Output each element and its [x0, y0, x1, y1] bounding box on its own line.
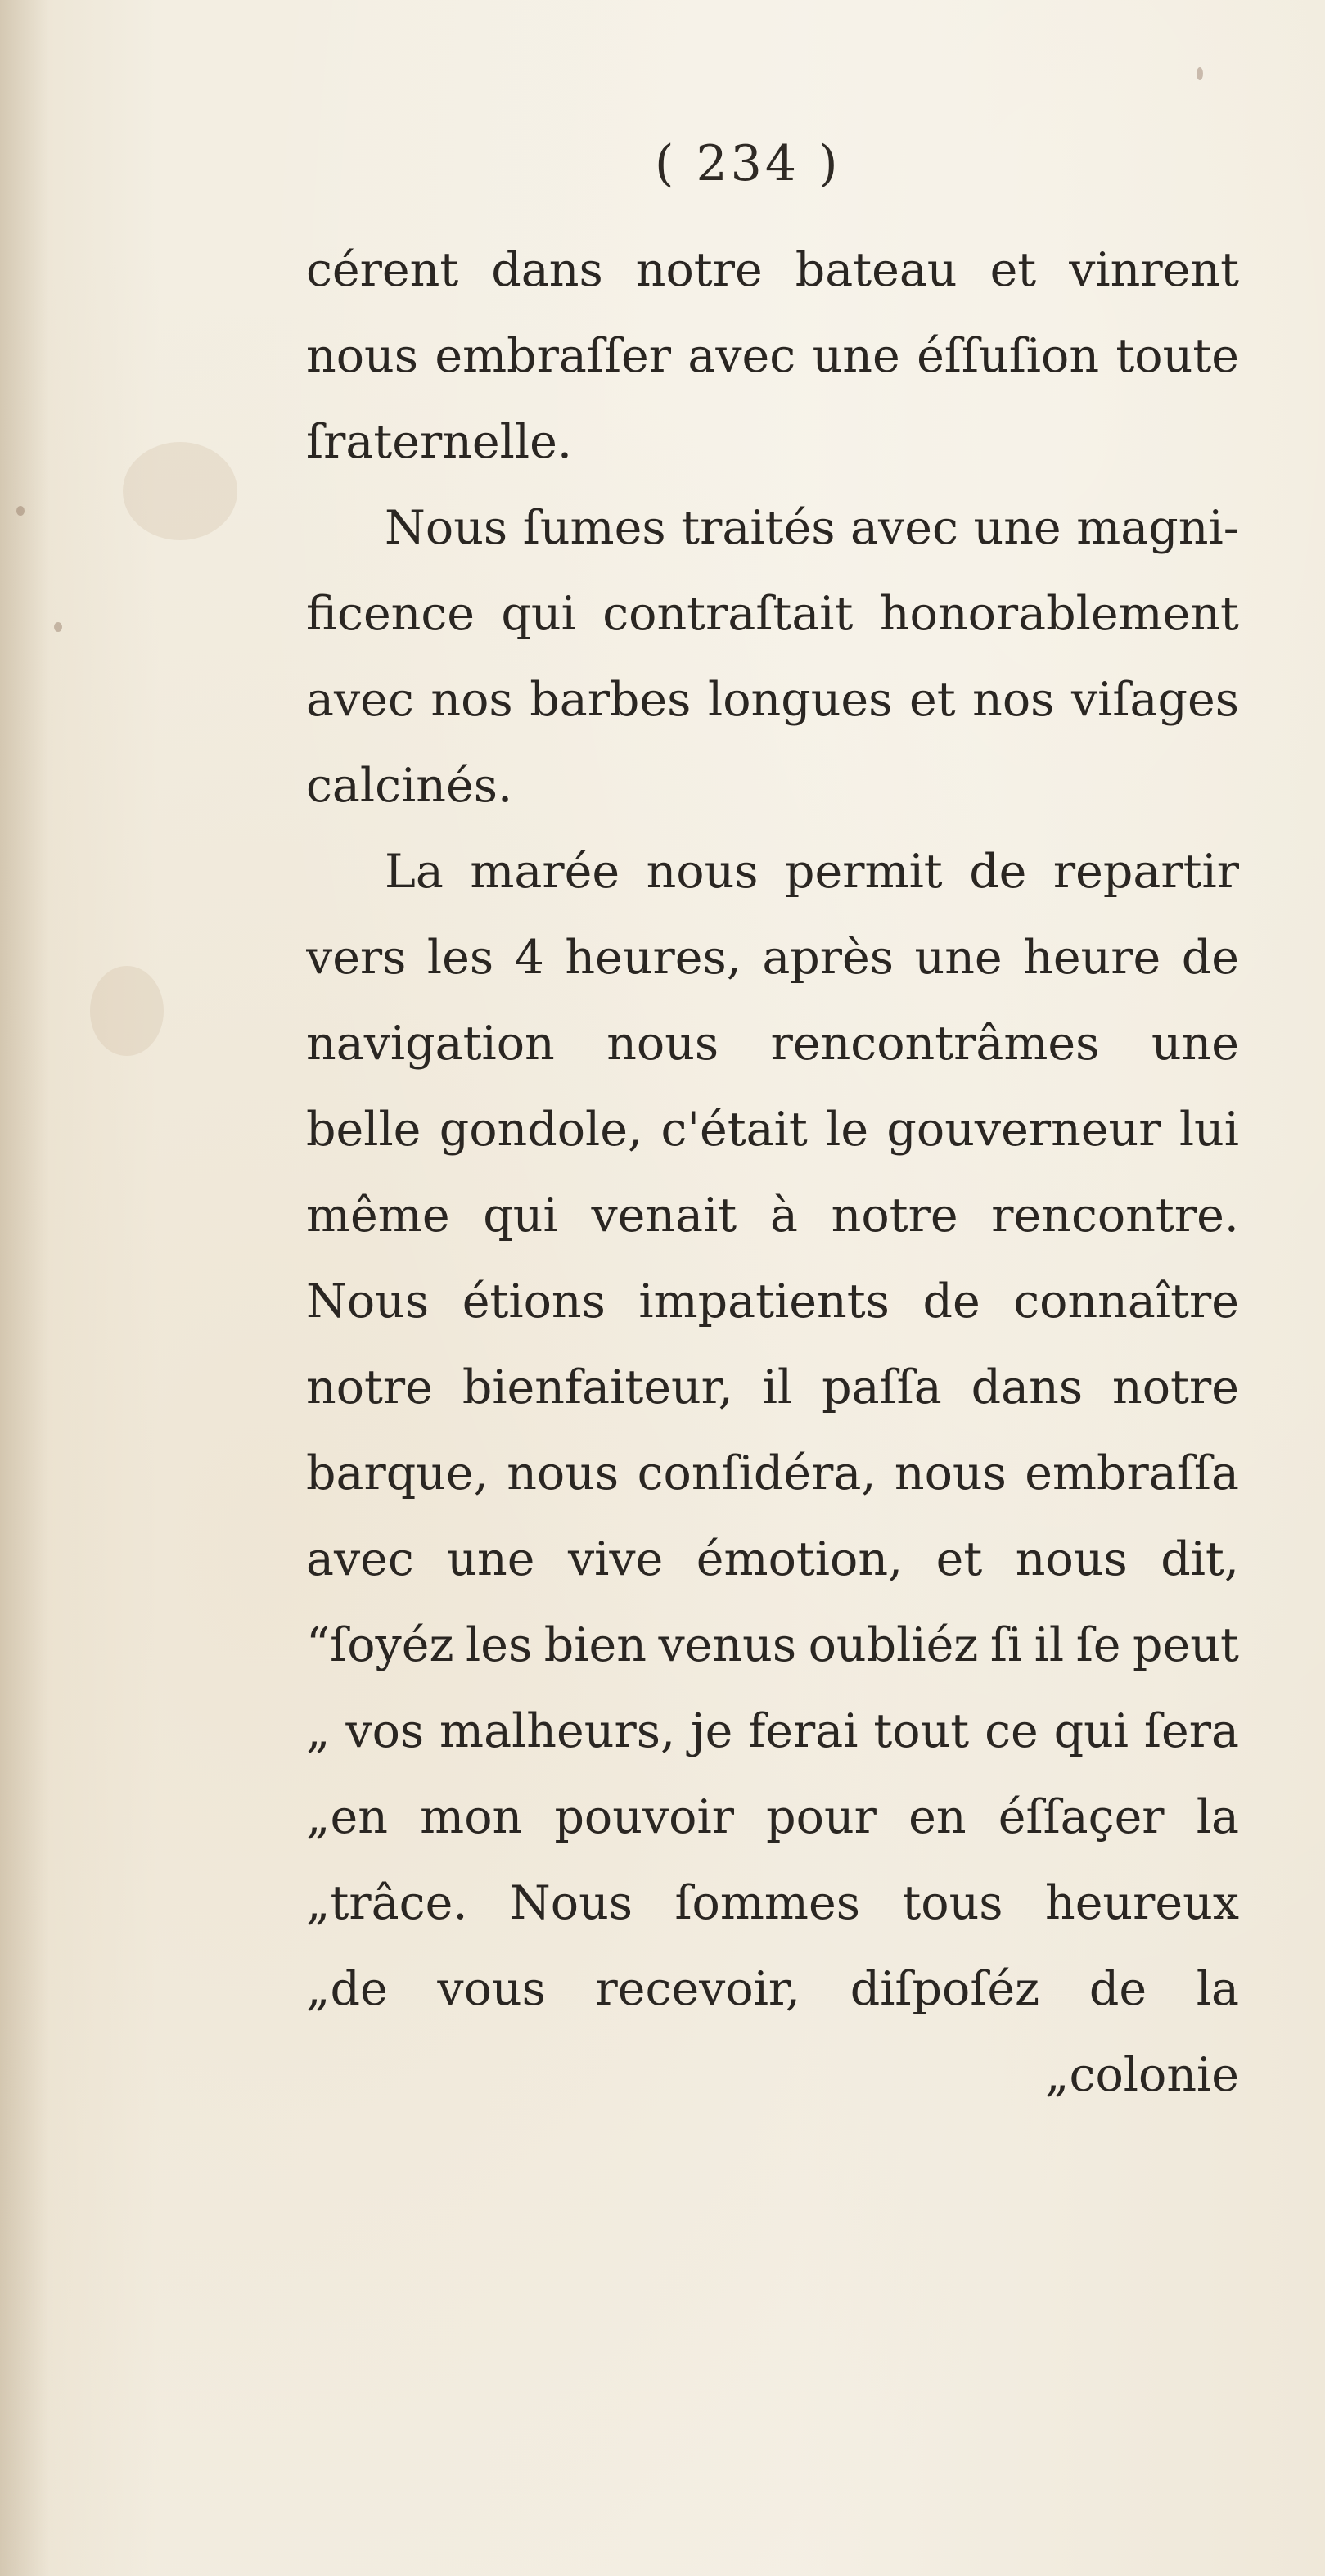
word: peut: [1133, 1618, 1239, 1672]
word: nous: [894, 1446, 1007, 1500]
text-line: [306, 485, 1239, 571]
word: venus: [658, 1618, 797, 1672]
word: longues: [707, 673, 893, 727]
word: ſommes: [674, 1876, 860, 1930]
word: Nous: [509, 1876, 633, 1930]
word: le: [826, 1103, 869, 1157]
word: les: [426, 931, 494, 985]
text-line: [306, 1345, 1239, 1431]
word: il: [762, 1360, 793, 1414]
word: ſera: [1143, 1704, 1239, 1758]
word: vous: [437, 1962, 546, 2016]
word: dans: [971, 1360, 1084, 1414]
word: tous: [902, 1876, 1003, 1930]
word: notre: [831, 1189, 958, 1243]
catchword-text: „colonie: [1045, 2048, 1239, 2102]
text-line: [306, 314, 1239, 399]
word: notre: [635, 243, 763, 297]
word: les: [466, 1618, 533, 1672]
word: heures,: [565, 931, 741, 985]
word: mon: [420, 1790, 523, 1844]
word: après: [762, 931, 895, 985]
text-line: [306, 743, 1239, 829]
word: connaître: [1013, 1274, 1239, 1329]
word: éſſaçer: [998, 1790, 1165, 1844]
ink-speck: [54, 622, 62, 632]
word: en: [908, 1790, 967, 1844]
text-line: [306, 1173, 1239, 1259]
word: heure: [1023, 931, 1161, 985]
word: heureux: [1044, 1876, 1239, 1930]
word: ficence: [306, 587, 475, 641]
word: éſſuſion: [917, 329, 1100, 383]
word: Nous: [385, 501, 508, 555]
word: bienfaiteur,: [462, 1360, 733, 1414]
word: embraſſa: [1025, 1446, 1239, 1500]
word: de: [969, 845, 1027, 899]
text-line-content: ſraternelle.: [306, 415, 572, 469]
word: de: [1181, 931, 1239, 985]
text-line: [306, 1431, 1239, 1517]
word: une: [447, 1532, 535, 1586]
word: gouverneur: [886, 1103, 1161, 1157]
word: ſe: [1075, 1618, 1121, 1672]
word: ce: [985, 1704, 1039, 1758]
word: nous: [507, 1446, 620, 1500]
text-line: [306, 399, 1239, 485]
word: avec: [687, 329, 796, 383]
word: „de: [306, 1962, 388, 2016]
text-line: [306, 228, 1239, 314]
word: barque,: [306, 1446, 489, 1500]
word: dans: [491, 243, 603, 297]
word: impatients: [638, 1274, 890, 1329]
word: qui: [1053, 1704, 1129, 1758]
text-line: [306, 829, 1239, 915]
word: vers: [306, 931, 407, 985]
word: une: [973, 501, 1061, 555]
word: „: [306, 1704, 331, 1758]
word: barbes: [530, 673, 692, 727]
word: viſages: [1070, 673, 1239, 727]
word: vinrent: [1069, 243, 1239, 297]
text-line: [306, 571, 1239, 657]
word: avec: [306, 673, 414, 727]
word: diſpoſéz: [850, 1962, 1040, 2016]
word: une: [1151, 1017, 1239, 1071]
text-line: [306, 1689, 1239, 1775]
word: c'était: [660, 1103, 808, 1157]
word: nous: [1015, 1532, 1128, 1586]
word: tout: [873, 1704, 970, 1758]
word: qui: [483, 1189, 558, 1243]
word: nous: [306, 329, 418, 383]
text-line: [306, 1517, 1239, 1603]
word: je: [690, 1704, 733, 1758]
word: magni-: [1076, 501, 1239, 555]
word: bateau: [795, 243, 958, 297]
word: nous: [646, 845, 759, 899]
word: venait: [591, 1189, 737, 1243]
text-line: [306, 1947, 1239, 2032]
word: de: [922, 1274, 980, 1329]
word: la: [1196, 1962, 1239, 2016]
word: notre: [1112, 1360, 1239, 1414]
text-line: [306, 1861, 1239, 1947]
word: traités: [681, 501, 836, 555]
word: navigation: [306, 1017, 555, 1071]
text-line: [306, 1001, 1239, 1087]
word: rencontre.: [991, 1189, 1239, 1243]
word: embraſſer: [435, 329, 672, 383]
text-line: [306, 1775, 1239, 1861]
word: pouvoir: [554, 1790, 734, 1844]
text-line: [306, 915, 1239, 1001]
word: rencontrâmes: [770, 1017, 1100, 1071]
page-number: ( 234 ): [655, 135, 841, 192]
word: marée: [470, 845, 620, 899]
word: il: [1034, 1618, 1065, 1672]
body-text: [306, 228, 1239, 2118]
word: dit,: [1161, 1532, 1239, 1586]
word: „en: [306, 1790, 388, 1844]
word: “ſoyéz: [306, 1618, 454, 1672]
word: ſumes: [522, 501, 666, 555]
word: et: [908, 673, 956, 727]
word: cérent: [306, 243, 459, 297]
text-line: [306, 1259, 1239, 1345]
text-line: [306, 1603, 1239, 1689]
word: gondole,: [439, 1103, 643, 1157]
word: étions: [462, 1274, 606, 1329]
word: nos: [430, 673, 513, 727]
word: même: [306, 1189, 450, 1243]
word: nos: [972, 673, 1055, 727]
word: 4: [514, 931, 544, 985]
word: repartir: [1052, 845, 1239, 899]
word: à: [769, 1189, 798, 1243]
word: qui: [501, 587, 576, 641]
word: avec: [850, 501, 958, 555]
word: de: [1088, 1962, 1147, 2016]
catchword: [306, 2032, 1239, 2118]
word: Nous: [306, 1274, 430, 1329]
word: ferai: [748, 1704, 859, 1758]
word: la: [1196, 1790, 1239, 1844]
word: et: [935, 1532, 983, 1586]
text-line-content: calcinés.: [306, 759, 513, 813]
word: La: [385, 845, 444, 899]
word: recevoir,: [595, 1962, 801, 2016]
word: notre: [306, 1360, 433, 1414]
word: contraſtait: [602, 587, 854, 641]
word: avec: [306, 1532, 414, 1586]
word: vive: [567, 1532, 664, 1586]
word: vos: [345, 1704, 425, 1758]
word: ſi: [989, 1618, 1023, 1672]
word: belle: [306, 1103, 421, 1157]
word: malheurs,: [439, 1704, 676, 1758]
word: une: [914, 931, 1003, 985]
gutter-shadow: [0, 0, 49, 2576]
word: oubliéz: [808, 1618, 979, 1672]
ink-speck: [1197, 67, 1203, 80]
text-line: [306, 1087, 1239, 1173]
word: conſidéra,: [637, 1446, 877, 1500]
word: paſſa: [822, 1360, 942, 1414]
foxing-stain: [90, 966, 164, 1056]
word: émotion,: [696, 1532, 904, 1586]
word: bien: [543, 1618, 647, 1672]
word: pour: [766, 1790, 877, 1844]
word: une: [812, 329, 900, 383]
word: „trâce.: [306, 1876, 468, 1930]
ink-speck: [16, 506, 25, 516]
word: nous: [606, 1017, 719, 1071]
word: permit: [785, 845, 943, 899]
foxing-stain: [123, 442, 237, 540]
word: lui: [1179, 1103, 1239, 1157]
text-line: [306, 657, 1239, 743]
word: toute: [1115, 329, 1239, 383]
word: honorablement: [879, 587, 1239, 641]
word: et: [989, 243, 1037, 297]
